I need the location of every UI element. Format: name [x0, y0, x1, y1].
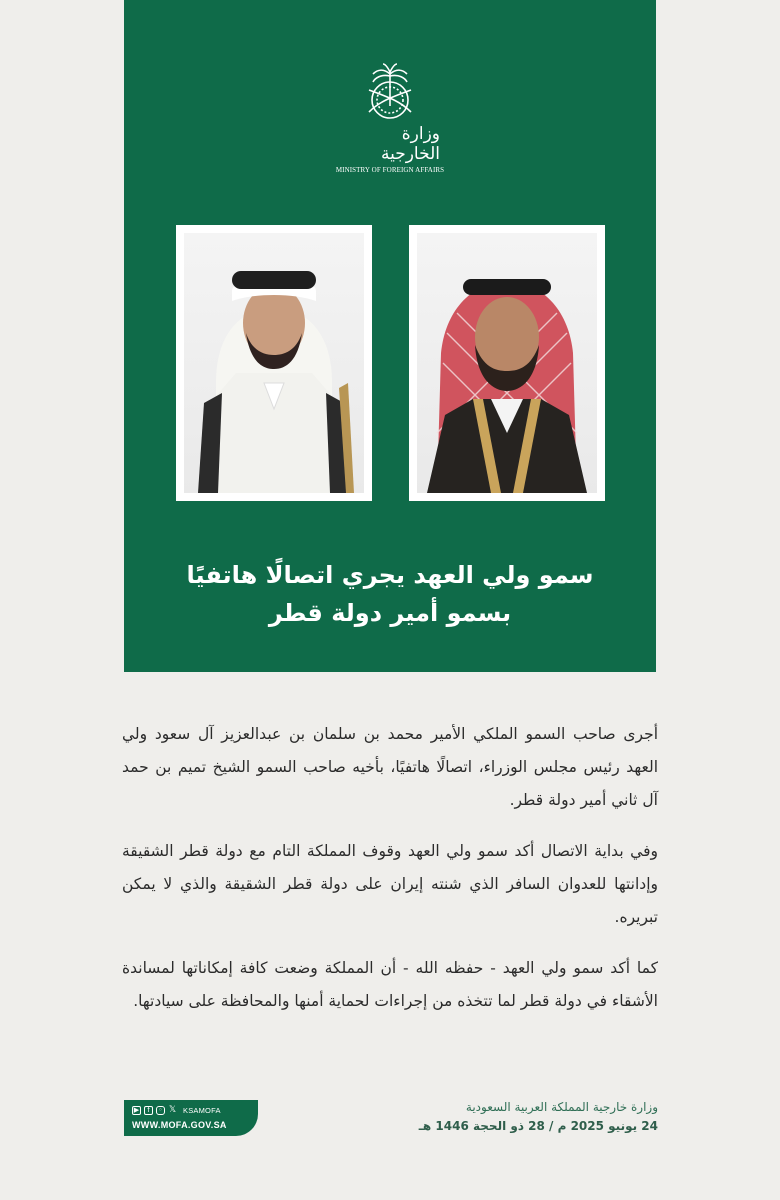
paragraph: كما أكد سمو ولي العهد - حفظه الله - أن المملكة وضعت كافة إمكاناتها لمساندة الأشقاء في دولة قطر لما تتخذه من إجراءات لحماية أمنها والمحافظة على سيادتها. [122, 959, 658, 1010]
news-headline [124, 556, 656, 632]
social-icons-row [132, 1104, 250, 1117]
social-footer-badge [124, 1100, 258, 1136]
publication-info [419, 1098, 658, 1136]
website-link[interactable]: WWW.MOFA.GOV.SA [132, 1120, 227, 1130]
publisher-name: وزارة خارجية المملكة العربية السعودية [465, 1100, 658, 1114]
x-icon[interactable]: 𝕏 [168, 1105, 177, 1115]
paragraph: وفي بداية الاتصال أكد سمو ولي العهد وقوف المملكة التام مع دولة قطر الشقيقة وإدانتها للعدوان السافر الذي شنته إيران على دولة قطر الشقيقة والذي لا يمكن تبريره. [122, 842, 658, 926]
portrait-illustration-icon [417, 233, 597, 493]
headline-line-2: بسمو أمير دولة قطر [268, 599, 512, 627]
emblem-arabic-name: وزارة الخارجية [380, 124, 440, 164]
portrait-saudi-crown-prince [409, 225, 605, 501]
portrait-illustration-icon [184, 233, 364, 493]
facebook-icon[interactable]: f [144, 1106, 153, 1115]
instagram-icon[interactable]: ◦ [156, 1106, 165, 1115]
publication-date: 24 يونيو 2025 م / 28 ذو الحجة 1446 هـ [418, 1119, 658, 1133]
paragraph: أجرى صاحب السمو الملكي الأمير محمد بن سلمان بن عبدالعزيز آل سعود ولي العهد رئيس مجلس الوزراء، اتصالًا هاتفيًا، بأخيه صاحب السمو الشيخ تميم بن حمد آل ثاني أمير دولة قطر. [122, 725, 658, 809]
ministry-emblem [335, 62, 445, 174]
portrait-qatar-emir [176, 225, 372, 501]
palm-swords-emblem-icon [355, 62, 425, 122]
headline-line-1: سمو ولي العهد يجري اتصالًا هاتفيًا [186, 561, 594, 589]
youtube-icon[interactable]: ▶ [133, 1106, 140, 1114]
article-body [122, 718, 658, 1036]
social-handle: KSAMOFA [183, 1106, 221, 1115]
emblem-english-name: MINISTRY OF FOREIGN AFFAIRS [335, 166, 445, 174]
